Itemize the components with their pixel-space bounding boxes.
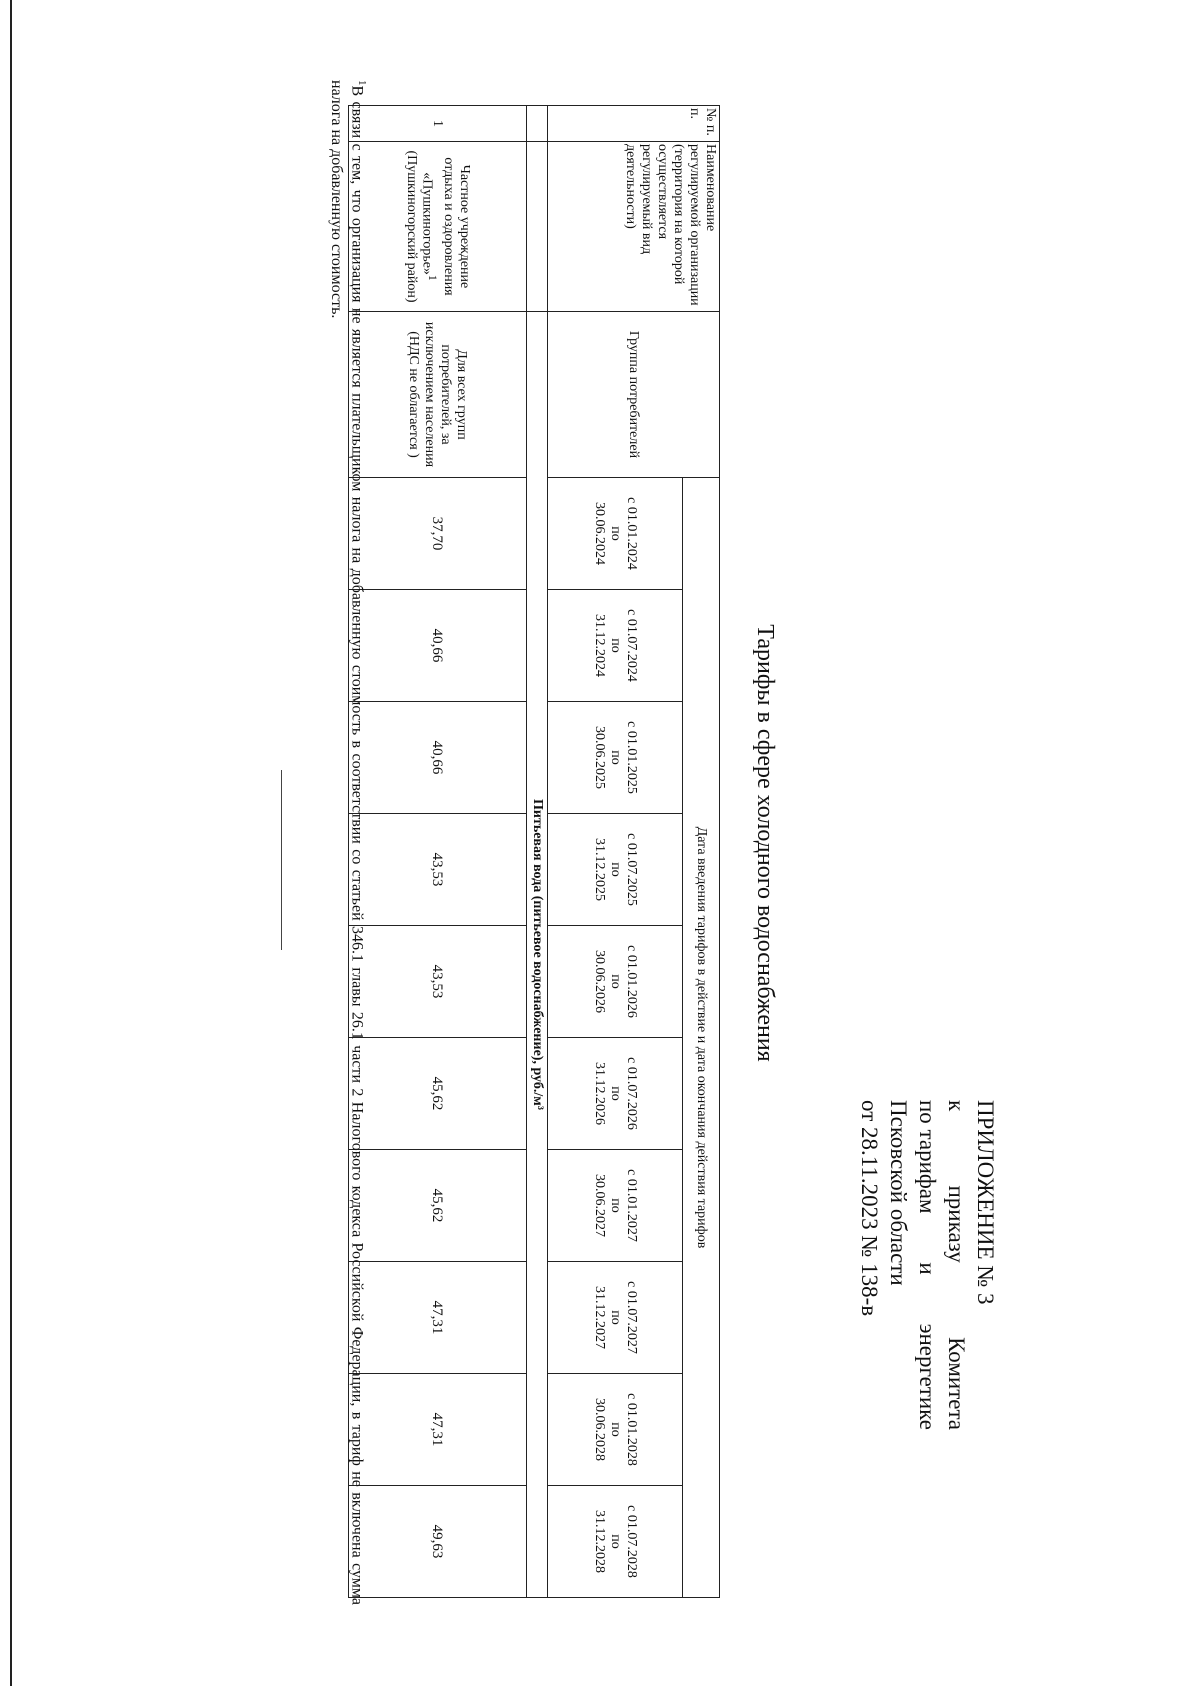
tariff-table: [348, 105, 720, 1598]
row-organization: Частное учреждение отдыха и оздоровления «Пушкиногорье»$^1$ (Пушкиногорский район): [349, 142, 527, 312]
tariff-value: 45,62: [349, 1038, 527, 1150]
appendix-title: ПРИЛОЖЕНИЕ № 3: [973, 1100, 998, 1305]
period-header: с 01.07.2026 по 31.12.2026: [548, 1038, 683, 1150]
period-header: с 01.07.2024 по 31.12.2024: [548, 590, 683, 702]
period-header: с 01.01.2028 по 30.06.2028: [548, 1374, 683, 1486]
period-header: с 01.01.2026 по 30.06.2026: [548, 926, 683, 1038]
separator-line: [281, 770, 282, 950]
appendix-line-5: от 28.11.2023 № 138-в: [857, 1100, 882, 1317]
appendix-header: [855, 1100, 1000, 1430]
row-number: 1: [349, 106, 527, 142]
tariff-value: 45,62: [349, 1150, 527, 1262]
tariff-value: 43,53: [349, 814, 527, 926]
header-dates: Дата введения тарифов в действие и дата окончания действия тарифов: [683, 478, 720, 1598]
tariff-value: 47,31: [349, 1262, 527, 1374]
period-header: с 01.01.2027 по 30.06.2027: [548, 1150, 683, 1262]
tariff-value: 40,66: [349, 702, 527, 814]
tariff-value: 49,63: [349, 1486, 527, 1598]
period-header: с 01.07.2025 по 31.12.2025: [548, 814, 683, 926]
appendix-line-3: по тарифам и энергетике: [915, 1100, 940, 1430]
document-title: Тарифы в сфере холодного водоснабжения: [752, 624, 778, 1062]
period-header: с 01.07.2028 по 31.12.2028: [548, 1486, 683, 1598]
tariff-value: 43,53: [349, 926, 527, 1038]
period-header: с 01.07.2027 по 31.12.2027: [548, 1262, 683, 1374]
section-spacer-1: [527, 106, 548, 142]
section-spacer-2: [527, 142, 548, 312]
header-consumer-group: Группа потребителей: [548, 312, 720, 478]
appendix-line-2: к приказу Комитета: [944, 1100, 969, 1430]
tariff-value: 40,66: [349, 590, 527, 702]
header-number: № п. п.: [548, 106, 720, 142]
period-header: с 01.01.2025 по 30.06.2025: [548, 702, 683, 814]
section-drinking-water: Питьевая вода (питьевое водоснабжение), руб./м³: [527, 312, 548, 1598]
period-header: с 01.01.2024 по 30.06.2024: [548, 478, 683, 590]
footnote: $^1$В связи с тем, что организация не является плательщиком налога на добавленную стоимость в соответствии со статьей 346.1 главы 26.1 части 2 Налогового кодекса Российской Федерации, в тариф не включена сумма налога на добавленную стоимость.: [327, 80, 368, 1605]
tariff-value: 47,31: [349, 1374, 527, 1486]
appendix-line-4: Псковской области: [886, 1100, 911, 1286]
header-organization: Наименование регулируемой организации (территория на которой осуществляется регулируемый вид деятельности): [548, 142, 720, 312]
row-consumer-group: Для всех групп потребителей, за исключением населения (НДС не облагается ): [349, 312, 527, 478]
tariff-value: 37,70: [349, 478, 527, 590]
